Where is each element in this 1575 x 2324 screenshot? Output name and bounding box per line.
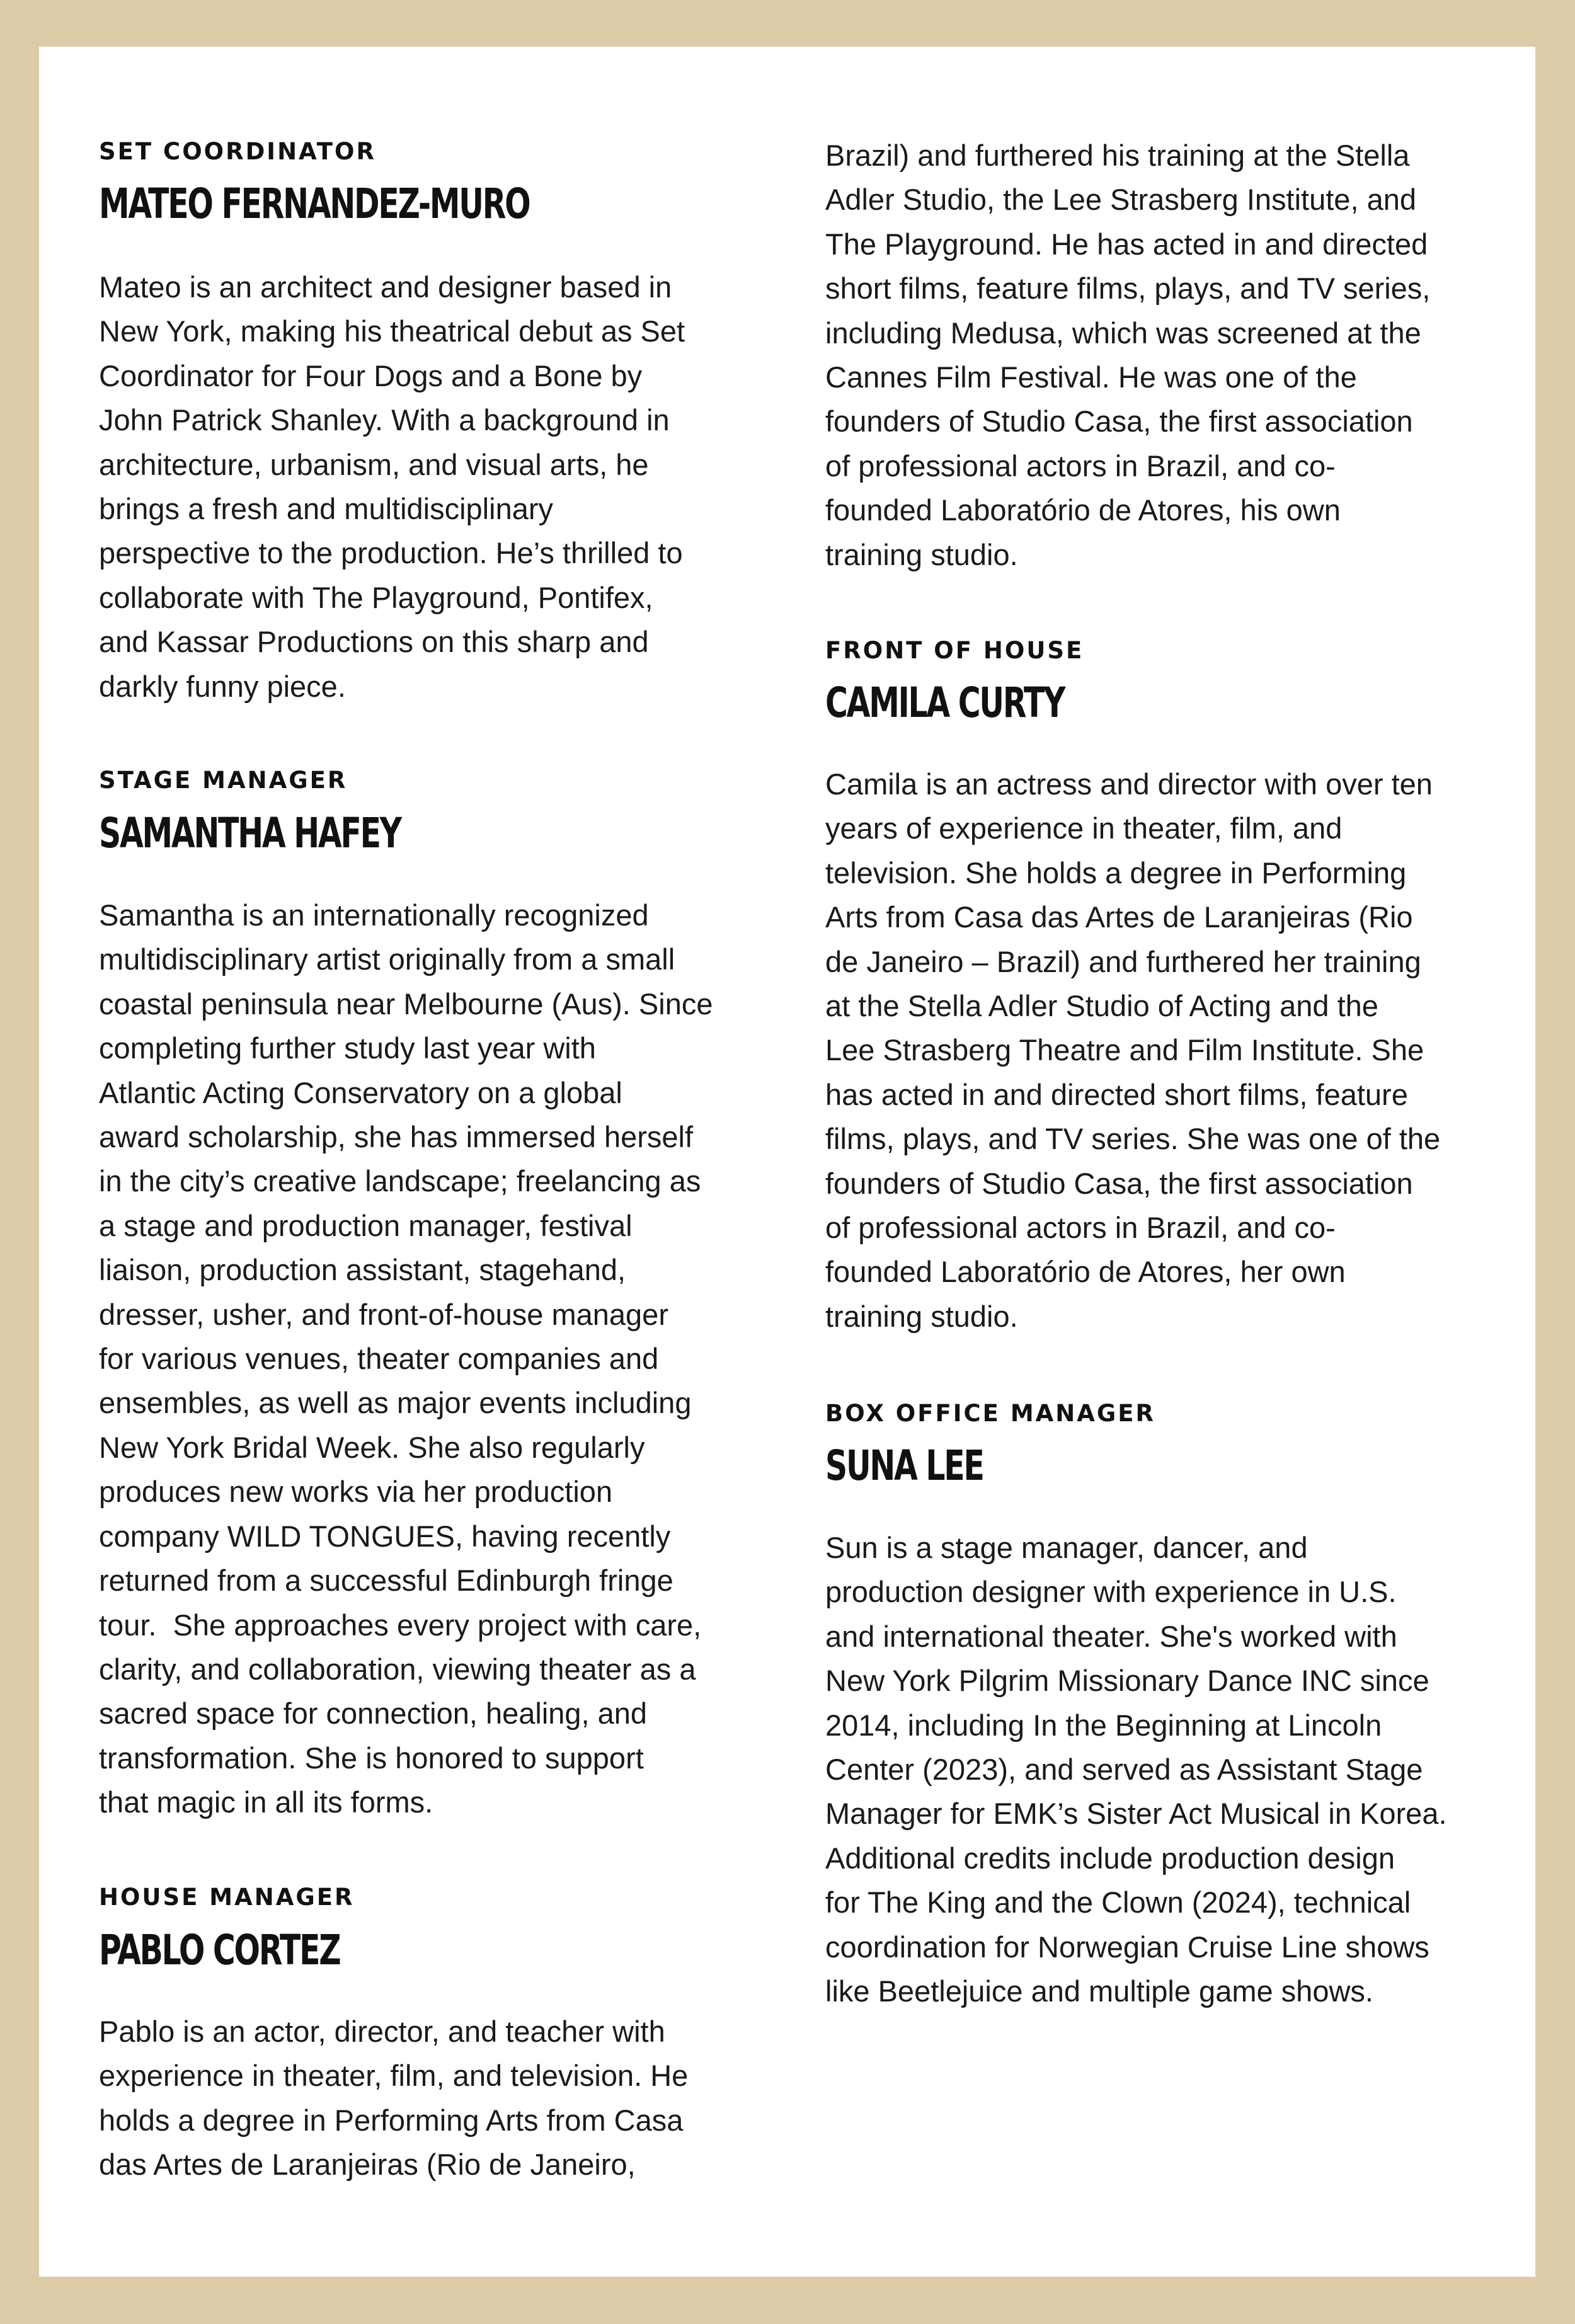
person-name: PABLO CORTEZ [99, 1926, 340, 1974]
bio-line: transformation. She is honored to support [99, 1741, 644, 1775]
bio-line: holds a degree in Performing Arts from Casa [99, 2103, 684, 2137]
bio-line: brings a fresh and multidisciplinary [99, 492, 553, 526]
role-label: BOX OFFICE MANAGER [825, 1400, 1156, 1427]
bio-line: Camila is an actress and director with over ten [825, 767, 1433, 801]
bio-line: produces new works via her production [99, 1475, 613, 1509]
bio-line: including Medusa, which was screened at the [825, 316, 1421, 350]
bio-line: of professional actors in Brazil, and co- [825, 1211, 1336, 1245]
person-name: SAMANTHA HAFEY [99, 809, 401, 857]
bio-line: founded Laboratório de Atores, his own [825, 493, 1341, 527]
bio-line: coastal peninsula near Melbourne (Aus). Since [99, 987, 713, 1021]
bio-text [825, 1526, 1531, 2013]
bio-line: training studio. [825, 1299, 1018, 1333]
bio-line: Cannes Film Festival. He was one of the [825, 360, 1357, 394]
bio-line: sacred space for connection, healing, and [99, 1697, 648, 1731]
bio-line: years of experience in theater, film, and [825, 811, 1343, 845]
bio-line: darkly funny piece. [99, 669, 346, 703]
bio-line: de Janeiro – Brazil) and furthered her training [825, 944, 1421, 978]
bio-line: Center (2023), and served as Assistant Stage [825, 1753, 1423, 1787]
role-label: HOUSE MANAGER [99, 1884, 355, 1911]
person-name: MATEO FERNANDEZ-MURO [99, 180, 530, 228]
bio-line: The Playground. He has acted in and directed [825, 227, 1428, 261]
bio-line: and Kassar Productions on this sharp and [99, 625, 649, 659]
bio-line: and international theater. She's worked with [825, 1619, 1397, 1653]
bio-line: in the city’s creative landscape; freelancing as [99, 1164, 701, 1198]
bio-line: Brazil) and furthered his training at the Stella [825, 139, 1410, 172]
bio-line: Atlantic Acting Conservatory on a global [99, 1075, 622, 1109]
bio-line: Coordinator for Four Dogs and a Bone by [99, 358, 643, 392]
bio-line: perspective to the production. He’s thrilled to [99, 536, 683, 570]
bio-text [99, 2010, 805, 2187]
bio-text [99, 265, 805, 709]
bio-line: dresser, usher, and front-of-house manager [99, 1297, 668, 1331]
bio-line: that magic in all its forms. [99, 1785, 433, 1819]
bio-line: like Beetlejuice and multiple game shows. [825, 1974, 1373, 2008]
bio-line: tour. She approaches every project with care, [99, 1608, 702, 1642]
bio-line: das Artes de Laranjeiras (Rio de Janeiro, [99, 2148, 636, 2182]
bio-line: of professional actors in Brazil, and co- [825, 449, 1336, 483]
bio-line: Pablo is an actor, director, and teacher with [99, 2015, 665, 2048]
bio-line: award scholarship, she has immersed herself [99, 1120, 694, 1154]
bio-line: founders of Studio Casa, the first association [825, 1166, 1413, 1200]
bio-text [825, 762, 1531, 1339]
bio-text [99, 893, 805, 1825]
bio-line: films, plays, and TV series. She was one of the [825, 1122, 1441, 1156]
person-name: SUNA LEE [825, 1441, 983, 1490]
bio-line: Additional credits include production design [825, 1841, 1395, 1875]
bio-line: a stage and production manager, festival [99, 1208, 633, 1242]
bio-line: multidisciplinary artist originally from a small [99, 942, 675, 976]
bio-line: liaison, production assistant, stagehand, [99, 1253, 626, 1287]
bio-line: 2014, including In the Beginning at Lincoln [825, 1708, 1382, 1742]
bio-line: clarity, and collaboration, viewing theater as a [99, 1652, 696, 1686]
bio-line: Samantha is an internationally recognized [99, 898, 649, 932]
role-label: STAGE MANAGER [99, 767, 348, 794]
bio-line: company WILD TONGUES, having recently [99, 1519, 671, 1553]
bio-line: Arts from Casa das Artes de Laranjeiras (Rio [825, 900, 1413, 934]
bio-line: New York Pilgrim Missionary Dance INC since [825, 1664, 1429, 1698]
role-label: FRONT OF HOUSE [825, 637, 1084, 664]
bio-line: Lee Strasberg Theatre and Film Institute. She [825, 1033, 1424, 1067]
bio-line: for The King and the Clown (2024), technical [825, 1886, 1411, 1920]
role-label: SET COORDINATOR [99, 138, 376, 165]
bio-line: John Patrick Shanley. With a background in [99, 403, 670, 437]
person-name: CAMILA CURTY [825, 678, 1065, 727]
program-page [39, 47, 1535, 2277]
bio-line: founded Laboratório de Atores, her own [825, 1255, 1346, 1289]
bio-line: founders of Studio Casa, the first association [825, 404, 1413, 438]
bio-line: Manager for EMK’s Sister Act Musical in Korea. [825, 1797, 1447, 1831]
bio-line: for various venues, theater companies and [99, 1342, 659, 1376]
bio-line: architecture, urbanism, and visual arts, he [99, 447, 649, 481]
bio-line: short films, feature films, plays, and TV series, [825, 272, 1431, 306]
bio-line: has acted in and directed short films, feature [825, 1077, 1408, 1111]
bio-line: ensembles, as well as major events including [99, 1386, 692, 1420]
bio-line: coordination for Norwegian Cruise Line shows [825, 1930, 1429, 1964]
bio-line: at the Stella Adler Studio of Acting and the [825, 989, 1378, 1023]
bio-line: training studio. [825, 537, 1018, 571]
bio-line: New York, making his theatrical debut as Set [99, 314, 685, 348]
bio-line: Adler Studio, the Lee Strasberg Institute, and [825, 183, 1416, 217]
bio-line: completing further study last year with [99, 1031, 596, 1065]
bio-line: Mateo is an architect and designer based in [99, 270, 672, 304]
bio-line: New York Bridal Week. She also regularly [99, 1430, 645, 1464]
bio-line: returned from a successful Edinburgh fringe [99, 1564, 673, 1598]
bio-line: television. She holds a degree in Performing [825, 856, 1407, 890]
bio-line: collaborate with The Playground, Pontifex, [99, 580, 653, 614]
bio-line: Sun is a stage manager, dancer, and [825, 1531, 1308, 1564]
bio-line: experience in theater, film, and television. He [99, 2059, 689, 2093]
bio-line: production designer with experience in U.S. [825, 1575, 1397, 1609]
bio-text [825, 134, 1531, 577]
